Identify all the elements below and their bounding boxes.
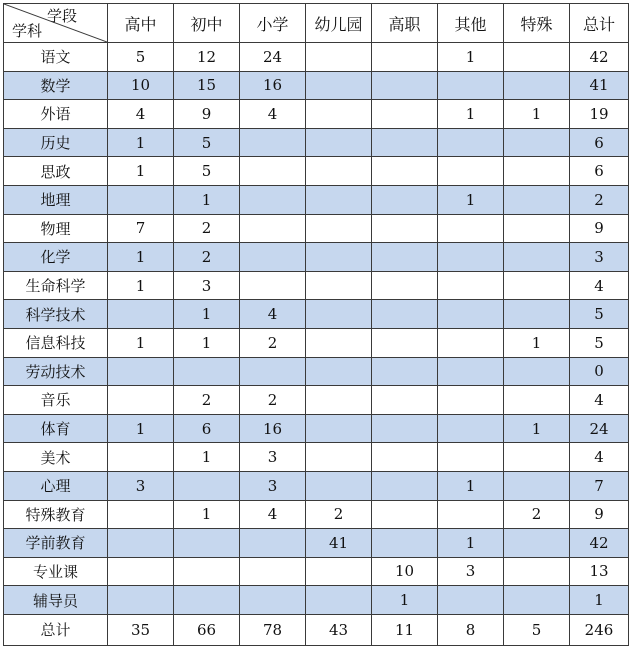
data-cell [306, 43, 372, 72]
row-subject-cell: 语文 [4, 43, 108, 72]
data-cell [306, 271, 372, 300]
row-subject-cell: 美术 [4, 443, 108, 472]
data-cell [438, 386, 504, 415]
data-cell [372, 214, 438, 243]
data-cell: 1 [174, 443, 240, 472]
data-cell [438, 443, 504, 472]
data-cell [372, 157, 438, 186]
data-cell: 5 [174, 128, 240, 157]
data-cell [504, 43, 570, 72]
row-subject-cell: 化学 [4, 243, 108, 272]
data-cell: 1 [108, 328, 174, 357]
data-cell: 1 [108, 414, 174, 443]
data-cell [306, 300, 372, 329]
data-cell [372, 471, 438, 500]
total-cell: 66 [174, 614, 240, 645]
row-subject-cell: 专业课 [4, 557, 108, 586]
row-subject-cell: 生命科学 [4, 271, 108, 300]
data-cell: 4 [570, 271, 629, 300]
data-cell [306, 586, 372, 615]
data-cell [438, 328, 504, 357]
data-cell: 1 [108, 243, 174, 272]
data-cell [504, 471, 570, 500]
row-subject-cell: 科学技术 [4, 300, 108, 329]
data-cell: 41 [306, 529, 372, 558]
data-cell: 3 [240, 443, 306, 472]
data-cell: 2 [504, 500, 570, 529]
data-cell: 7 [570, 471, 629, 500]
data-cell [438, 300, 504, 329]
total-cell: 8 [438, 614, 504, 645]
data-cell [306, 128, 372, 157]
data-cell [504, 243, 570, 272]
data-cell [372, 185, 438, 214]
data-cell: 1 [504, 100, 570, 129]
total-label-cell: 总计 [4, 614, 108, 645]
table-row [4, 71, 629, 100]
data-cell: 1 [108, 271, 174, 300]
data-cell: 16 [240, 71, 306, 100]
column-header: 初中 [174, 4, 240, 43]
data-cell: 2 [174, 214, 240, 243]
row-subject-cell: 辅导员 [4, 586, 108, 615]
row-subject-cell: 特殊教育 [4, 500, 108, 529]
row-subject-cell: 历史 [4, 128, 108, 157]
data-cell: 4 [240, 100, 306, 129]
data-cell [372, 414, 438, 443]
column-header: 总计 [570, 4, 629, 43]
data-cell [372, 43, 438, 72]
data-cell: 2 [306, 500, 372, 529]
data-cell [306, 557, 372, 586]
table-row [4, 414, 629, 443]
data-cell: 12 [174, 43, 240, 72]
data-cell [240, 586, 306, 615]
data-cell: 5 [174, 157, 240, 186]
row-subject-cell: 学前教育 [4, 529, 108, 558]
data-cell: 19 [570, 100, 629, 129]
table-row [4, 357, 629, 386]
data-cell [504, 557, 570, 586]
row-subject-cell: 音乐 [4, 386, 108, 415]
data-cell: 42 [570, 43, 629, 72]
row-subject-cell: 体育 [4, 414, 108, 443]
data-cell: 1 [570, 586, 629, 615]
column-header: 小学 [240, 4, 306, 43]
total-cell: 11 [372, 614, 438, 645]
table-row [4, 243, 629, 272]
total-cell: 5 [504, 614, 570, 645]
data-cell [306, 328, 372, 357]
data-cell [108, 500, 174, 529]
table-row [4, 557, 629, 586]
data-cell [372, 271, 438, 300]
data-cell [306, 414, 372, 443]
data-cell [306, 357, 372, 386]
data-cell [240, 271, 306, 300]
table-row [4, 386, 629, 415]
data-cell: 3 [438, 557, 504, 586]
table-row [4, 500, 629, 529]
data-cell: 41 [570, 71, 629, 100]
data-cell: 2 [174, 243, 240, 272]
data-cell: 42 [570, 529, 629, 558]
data-cell: 6 [174, 414, 240, 443]
total-cell: 246 [570, 614, 629, 645]
data-cell [504, 529, 570, 558]
data-cell: 6 [570, 128, 629, 157]
column-header: 幼儿园 [306, 4, 372, 43]
data-cell [372, 100, 438, 129]
data-cell: 4 [240, 500, 306, 529]
data-cell: 4 [108, 100, 174, 129]
data-cell [504, 214, 570, 243]
row-subject-cell: 思政 [4, 157, 108, 186]
data-cell [372, 500, 438, 529]
corner-label-stage: 学段 [46, 7, 77, 25]
data-cell [372, 71, 438, 100]
table-row [4, 300, 629, 329]
data-cell: 4 [240, 300, 306, 329]
data-cell: 15 [174, 71, 240, 100]
data-cell [240, 557, 306, 586]
data-cell [504, 443, 570, 472]
data-cell [372, 128, 438, 157]
data-cell: 4 [570, 386, 629, 415]
row-subject-cell: 外语 [4, 100, 108, 129]
data-cell: 1 [372, 586, 438, 615]
data-cell: 1 [438, 43, 504, 72]
data-cell [372, 243, 438, 272]
data-cell: 2 [570, 185, 629, 214]
data-cell [108, 357, 174, 386]
table-row [4, 586, 629, 615]
column-header: 高中 [108, 4, 174, 43]
corner-label-subject: 学科 [12, 22, 43, 40]
data-cell [306, 386, 372, 415]
statistics-table [3, 3, 629, 646]
table-row [4, 128, 629, 157]
row-subject-cell: 心理 [4, 471, 108, 500]
data-cell [306, 71, 372, 100]
data-cell [174, 586, 240, 615]
table-row [4, 443, 629, 472]
data-cell [504, 300, 570, 329]
data-cell: 1 [174, 500, 240, 529]
data-cell: 1 [108, 157, 174, 186]
data-cell [438, 157, 504, 186]
data-cell [108, 300, 174, 329]
data-cell: 3 [108, 471, 174, 500]
data-cell [306, 157, 372, 186]
data-cell: 1 [438, 471, 504, 500]
total-row [4, 614, 629, 645]
data-cell [504, 128, 570, 157]
data-cell [306, 443, 372, 472]
data-cell: 2 [240, 386, 306, 415]
total-cell: 43 [306, 614, 372, 645]
data-cell: 2 [174, 386, 240, 415]
table-body [4, 43, 629, 646]
data-cell [306, 471, 372, 500]
total-cell: 35 [108, 614, 174, 645]
data-cell: 6 [570, 157, 629, 186]
table-row [4, 529, 629, 558]
data-cell [438, 128, 504, 157]
data-cell: 1 [504, 328, 570, 357]
data-cell [372, 300, 438, 329]
data-cell [438, 271, 504, 300]
data-cell: 5 [570, 300, 629, 329]
data-cell [504, 157, 570, 186]
data-cell: 1 [438, 529, 504, 558]
data-cell [240, 128, 306, 157]
data-cell [504, 357, 570, 386]
data-cell: 1 [438, 185, 504, 214]
table-row [4, 271, 629, 300]
data-cell: 10 [372, 557, 438, 586]
row-subject-cell: 物理 [4, 214, 108, 243]
data-cell [306, 185, 372, 214]
data-cell [174, 357, 240, 386]
data-cell: 5 [108, 43, 174, 72]
data-cell: 1 [108, 128, 174, 157]
table-row [4, 185, 629, 214]
data-cell: 9 [174, 100, 240, 129]
data-cell: 1 [174, 185, 240, 214]
data-cell [108, 586, 174, 615]
diagonal-header-cell [4, 4, 108, 43]
data-cell [174, 471, 240, 500]
data-cell: 1 [174, 300, 240, 329]
data-cell: 24 [240, 43, 306, 72]
column-header: 特殊 [504, 4, 570, 43]
header-row [4, 4, 629, 43]
data-cell: 3 [570, 243, 629, 272]
data-cell [108, 386, 174, 415]
data-cell [240, 529, 306, 558]
data-cell [240, 185, 306, 214]
data-cell [504, 71, 570, 100]
data-cell: 7 [108, 214, 174, 243]
data-cell [240, 214, 306, 243]
data-cell [306, 100, 372, 129]
table-row [4, 100, 629, 129]
data-cell [372, 443, 438, 472]
data-cell [372, 328, 438, 357]
data-cell: 1 [438, 100, 504, 129]
column-header: 高职 [372, 4, 438, 43]
data-cell [108, 185, 174, 214]
data-cell: 24 [570, 414, 629, 443]
data-cell [108, 557, 174, 586]
data-cell [240, 357, 306, 386]
row-subject-cell: 数学 [4, 71, 108, 100]
column-header: 其他 [438, 4, 504, 43]
data-cell [504, 271, 570, 300]
data-cell [372, 357, 438, 386]
data-cell: 1 [504, 414, 570, 443]
data-cell [240, 243, 306, 272]
data-cell [438, 243, 504, 272]
data-cell: 2 [240, 328, 306, 357]
data-cell: 9 [570, 500, 629, 529]
data-cell [438, 214, 504, 243]
table-row [4, 214, 629, 243]
data-cell: 5 [570, 328, 629, 357]
data-cell [438, 414, 504, 443]
table-row [4, 43, 629, 72]
data-cell [174, 529, 240, 558]
data-cell [240, 157, 306, 186]
data-cell: 10 [108, 71, 174, 100]
data-cell [438, 500, 504, 529]
data-cell [372, 386, 438, 415]
row-subject-cell: 劳动技术 [4, 357, 108, 386]
row-subject-cell: 信息科技 [4, 328, 108, 357]
data-cell: 13 [570, 557, 629, 586]
data-cell [108, 443, 174, 472]
data-cell [438, 586, 504, 615]
data-cell [108, 529, 174, 558]
data-cell [504, 386, 570, 415]
table-row [4, 471, 629, 500]
table-row [4, 157, 629, 186]
data-cell [438, 71, 504, 100]
data-cell: 9 [570, 214, 629, 243]
data-cell [174, 557, 240, 586]
data-cell: 3 [240, 471, 306, 500]
data-cell [438, 357, 504, 386]
row-subject-cell: 地理 [4, 185, 108, 214]
data-cell: 3 [174, 271, 240, 300]
data-cell: 1 [174, 328, 240, 357]
total-cell: 78 [240, 614, 306, 645]
data-cell [306, 243, 372, 272]
data-cell [372, 529, 438, 558]
data-cell [306, 214, 372, 243]
data-cell: 16 [240, 414, 306, 443]
data-cell: 0 [570, 357, 629, 386]
data-cell [504, 586, 570, 615]
data-cell [504, 185, 570, 214]
data-cell: 4 [570, 443, 629, 472]
table-row [4, 328, 629, 357]
